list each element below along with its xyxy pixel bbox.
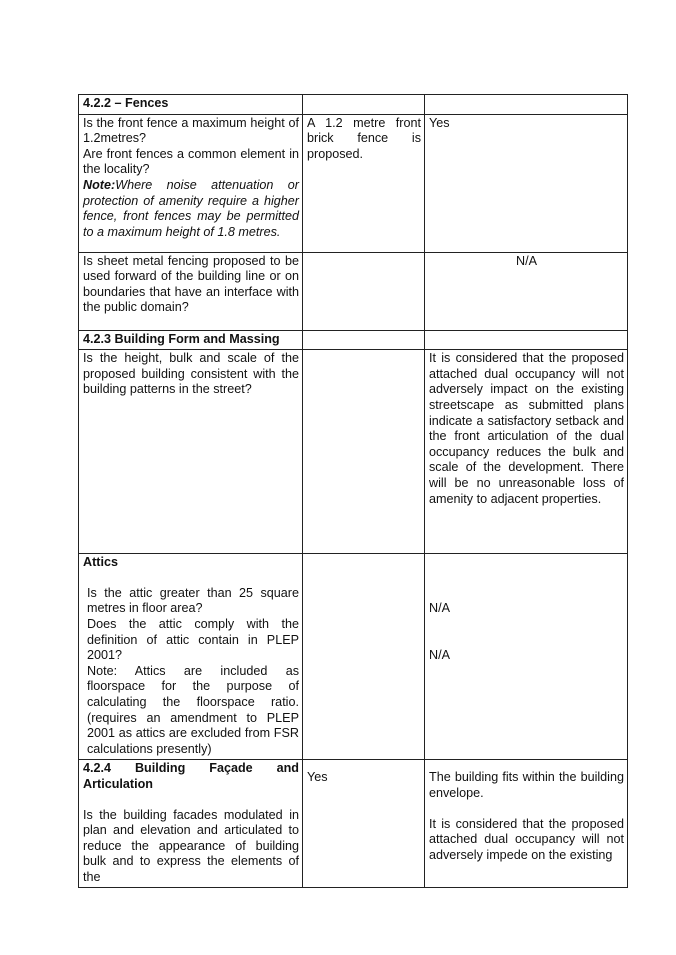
- question-text: Is the attic greater than 25 square metres in floor area?: [87, 585, 299, 616]
- compliance-text: N/A: [429, 601, 450, 616]
- table-row: [79, 95, 628, 115]
- question-cell: [79, 554, 303, 760]
- question-cell: [79, 760, 303, 888]
- question-text: Are front fences a common element in the locality?: [83, 146, 299, 177]
- section-heading: 4.2.2 – Fences: [79, 95, 303, 115]
- question-cell: Is sheet metal fencing proposed to be used forward of the building line or on boundaries that have an interface with the public domain?: [79, 252, 303, 330]
- table-row: [79, 554, 628, 760]
- question-text: Is the front fence a maximum height of 1.2metres?: [83, 115, 299, 146]
- table-row: [79, 350, 628, 554]
- table-row: [79, 760, 628, 888]
- compliance-text: N/A: [429, 647, 450, 662]
- compliance-text: It is considered that the proposed attached dual occupancy will not adversely impede on the existing: [429, 816, 624, 862]
- table-cell: [303, 330, 425, 350]
- table-cell: [303, 95, 425, 115]
- table-row: [79, 252, 628, 330]
- proposal-cell: A 1.2 metre front brick fence is proposed.: [303, 114, 425, 252]
- proposal-cell: [303, 554, 425, 760]
- question-cell: [79, 114, 303, 252]
- table-cell: [425, 95, 628, 115]
- assessment-table: [78, 94, 628, 888]
- question-text: Does the attic comply with the definition of attic contain in PLEP 2001?: [87, 616, 299, 663]
- note-body: Where noise attenuation or protection of amenity require a higher fence, front fences may be permitted to a maximum height of 1.8 metres.: [83, 177, 299, 239]
- note-text: [83, 178, 299, 240]
- compliance-cell: [425, 554, 628, 760]
- compliance-text: The building fits within the building envelope.: [429, 770, 624, 800]
- question-cell: Is the height, bulk and scale of the proposed building consistent with the building patterns in the street?: [79, 350, 303, 554]
- proposal-cell: [303, 252, 425, 330]
- compliance-cell: Yes: [425, 114, 628, 252]
- proposal-text: Yes: [307, 770, 328, 785]
- note-text: Note: Attics are included as floorspace for the purpose of calculating the floorspace ratio. (requires an amendment to PLEP 2001 as attics are excluded from FSR calculations presently): [87, 663, 299, 756]
- compliance-cell: [425, 760, 628, 888]
- note-label: Note:: [83, 177, 116, 192]
- section-heading: 4.2.3 Building Form and Massing: [79, 330, 303, 350]
- compliance-cell: It is considered that the proposed attached dual occupancy will not adversely impact on the existing streetscape as submitted plans indicate a satisfactory setback and the front articulation of the dual occupancy reduces the bulk and scale of the development. There will be no unreasonable loss of amenity to adjacent properties.: [425, 350, 628, 554]
- section-heading: Attics: [83, 555, 118, 570]
- question-text: Is the building facades modulated in plan and elevation and articulated to reduce the appearance of building bulk and to express the elements of the: [83, 807, 299, 884]
- proposal-cell: [303, 760, 425, 888]
- compliance-cell: N/A: [425, 252, 628, 330]
- table-row: [79, 330, 628, 350]
- section-heading: 4.2.4 Building Façade and Articulation: [83, 761, 299, 791]
- table-row: [79, 114, 628, 252]
- proposal-cell: [303, 350, 425, 554]
- table-cell: [425, 330, 628, 350]
